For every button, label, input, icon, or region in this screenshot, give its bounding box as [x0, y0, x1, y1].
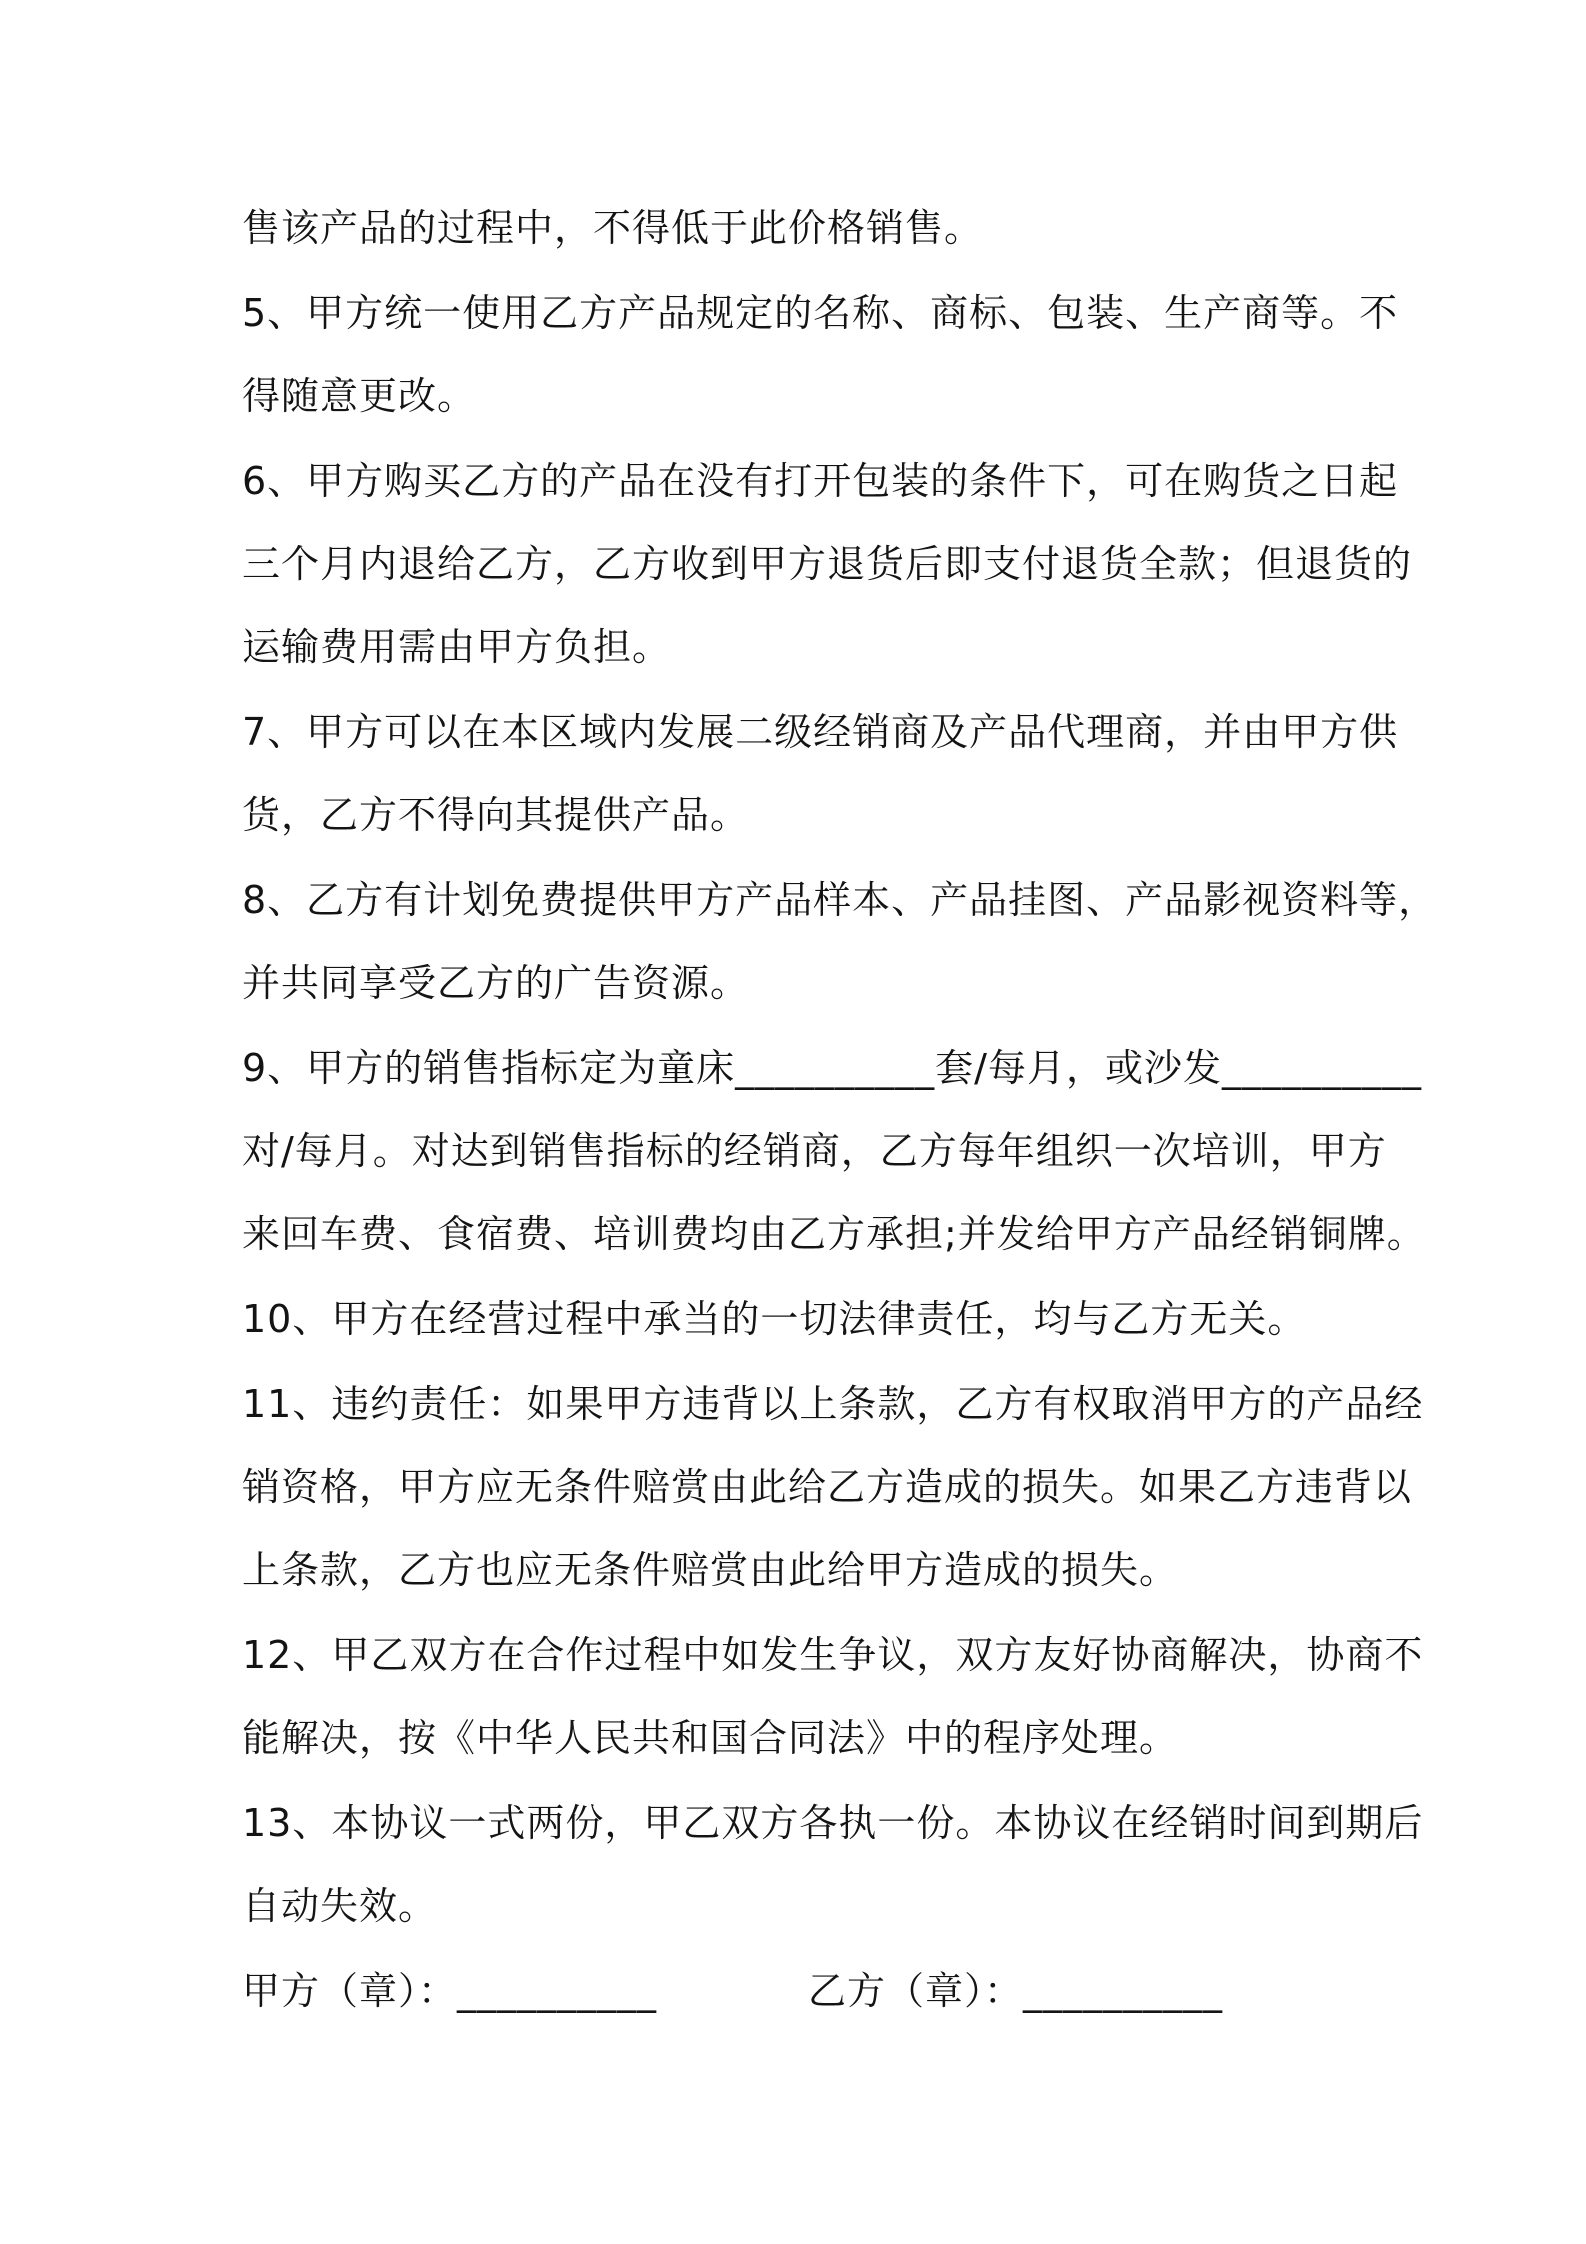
paragraph-5-line-2: 得随意更改。 [242, 374, 477, 418]
paragraph-11-line-1: 11、违约责任：如果甲方违背以上条款，乙方有权取消甲方的产品经 [242, 1382, 1424, 1426]
paragraph-12-line-1: 12、甲乙双方在合作过程中如发生争议，双方友好协商解决，协商不 [242, 1633, 1424, 1677]
paragraph-12-line-2: 能解决，按《中华人民共和国合同法》中的程序处理。 [242, 1716, 1179, 1760]
paragraph-7-line-1: 7、甲方可以在本区域内发展二级经销商及产品代理商，并由甲方供 [242, 710, 1399, 754]
paragraph-6-line-1: 6、甲方购买乙方的产品在没有打开包装的条件下，可在购货之日起 [242, 459, 1399, 503]
paragraph-10-line-1: 10、甲方在经营过程中承当的一切法律责任，均与乙方无关。 [242, 1297, 1307, 1341]
paragraph-8-line-2: 并共同享受乙方的广告资源。 [242, 961, 750, 1005]
paragraph-9-line-1: 9、甲方的销售指标定为童床__________套/每月，或沙发__________ [242, 1046, 1422, 1090]
paragraph-4-line-1: 售该产品的过程中，不得低于此价格销售。 [242, 206, 984, 250]
party-a-signature-line: 甲方（章）：__________ [242, 1969, 658, 2013]
paragraph-8-line-1: 8、乙方有计划免费提供甲方产品样本、产品挂图、产品影视资料等， [242, 878, 1438, 922]
paragraph-11-line-2: 销资格，甲方应无条件赔赏由此给乙方造成的损失。如果乙方违背以 [242, 1465, 1413, 1509]
paragraph-9-line-3: 来回车费、食宿费、培训费均由乙方承担;并发给甲方产品经销铜牌。 [242, 1212, 1426, 1256]
party-b-signature-line: 乙方（章）：__________ [808, 1969, 1224, 2013]
paragraph-5-line-1: 5、甲方统一使用乙方产品规定的名称、商标、包装、生产商等。不 [242, 291, 1399, 335]
paragraph-11-line-3: 上条款，乙方也应无条件赔赏由此给甲方造成的损失。 [242, 1548, 1179, 1592]
paragraph-13-line-2: 自动失效。 [242, 1884, 438, 1928]
paragraph-6-line-3: 运输费用需由甲方负担。 [242, 625, 672, 669]
paragraph-9-line-2: 对/每月。对达到销售指标的经销商，乙方每年组织一次培训，甲方 [242, 1129, 1387, 1173]
paragraph-13-line-1: 13、本协议一式两份，甲乙双方各执一份。本协议在经销时间到期后 [242, 1801, 1424, 1845]
paragraph-6-line-2: 三个月内退给乙方，乙方收到甲方退货后即支付退货全款；但退货的 [242, 542, 1413, 586]
paragraph-7-line-2: 货，乙方不得向其提供产品。 [242, 793, 750, 837]
